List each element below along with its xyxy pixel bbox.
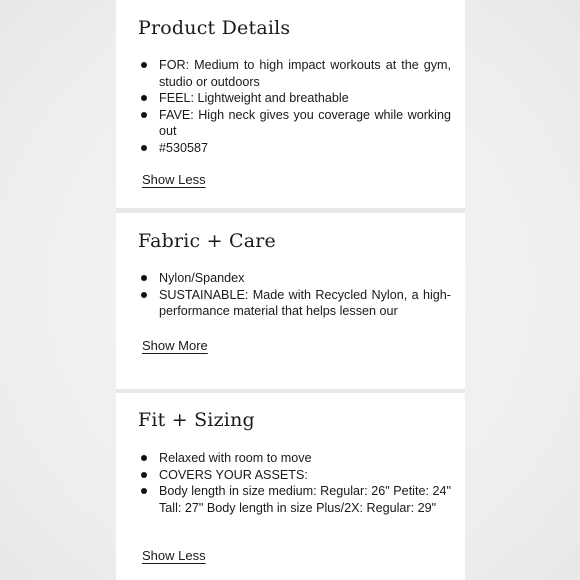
list-item-text: COVERS YOUR ASSETS: bbox=[159, 467, 308, 482]
list-item bbox=[138, 90, 451, 107]
bullet-icon bbox=[141, 472, 147, 478]
list-item bbox=[138, 140, 451, 157]
bullet-icon bbox=[141, 488, 147, 494]
fabric-care-section bbox=[116, 213, 465, 389]
list-item bbox=[138, 483, 451, 516]
bullet-icon bbox=[141, 455, 147, 461]
fit-sizing-list bbox=[138, 450, 451, 516]
fabric-care-list bbox=[138, 270, 451, 321]
list-item bbox=[138, 107, 451, 140]
list-item bbox=[138, 287, 451, 320]
list-item bbox=[138, 467, 451, 484]
show-less-link[interactable]: Show Less bbox=[142, 172, 206, 187]
list-item-text: Relaxed with room to move bbox=[159, 451, 312, 465]
section-title: Fit + Sizing bbox=[138, 409, 255, 431]
section-title: Product Details bbox=[138, 17, 291, 39]
bullet-icon bbox=[141, 62, 147, 68]
list-item-text: Nylon/Spandex bbox=[159, 271, 245, 285]
show-less-link[interactable]: Show Less bbox=[142, 548, 206, 563]
fit-sizing-section bbox=[116, 393, 465, 580]
list-item bbox=[138, 450, 451, 467]
show-more-link[interactable]: Show More bbox=[142, 338, 208, 353]
section-title: Fabric + Care bbox=[138, 230, 276, 252]
list-item-text: SUSTAINABLE: Made with Recycled Nylon, a high-performance material that helps lessen our bbox=[159, 287, 451, 318]
bullet-icon bbox=[141, 275, 147, 281]
product-details-section bbox=[116, 0, 465, 208]
bullet-icon bbox=[141, 112, 147, 118]
list-item-text: #530587 bbox=[159, 140, 209, 155]
list-item-text: FAVE: High neck gives you coverage while working out bbox=[159, 107, 451, 138]
list-item-text: FEEL: Lightweight and breathable bbox=[159, 91, 349, 105]
bullet-icon bbox=[141, 292, 147, 298]
list-item bbox=[138, 270, 451, 287]
list-item bbox=[138, 57, 451, 90]
bullet-icon bbox=[141, 95, 147, 101]
product-details-list bbox=[138, 57, 451, 156]
list-item-text: Body length in size medium: Regular: 26" Petite: 24" Tall: 27" Body length in size Plus/2X: Regular: 29" bbox=[159, 484, 451, 515]
list-item-text: FOR: Medium to high impact workouts at the gym, studio or outdoors bbox=[159, 58, 451, 89]
bullet-icon bbox=[141, 145, 147, 151]
